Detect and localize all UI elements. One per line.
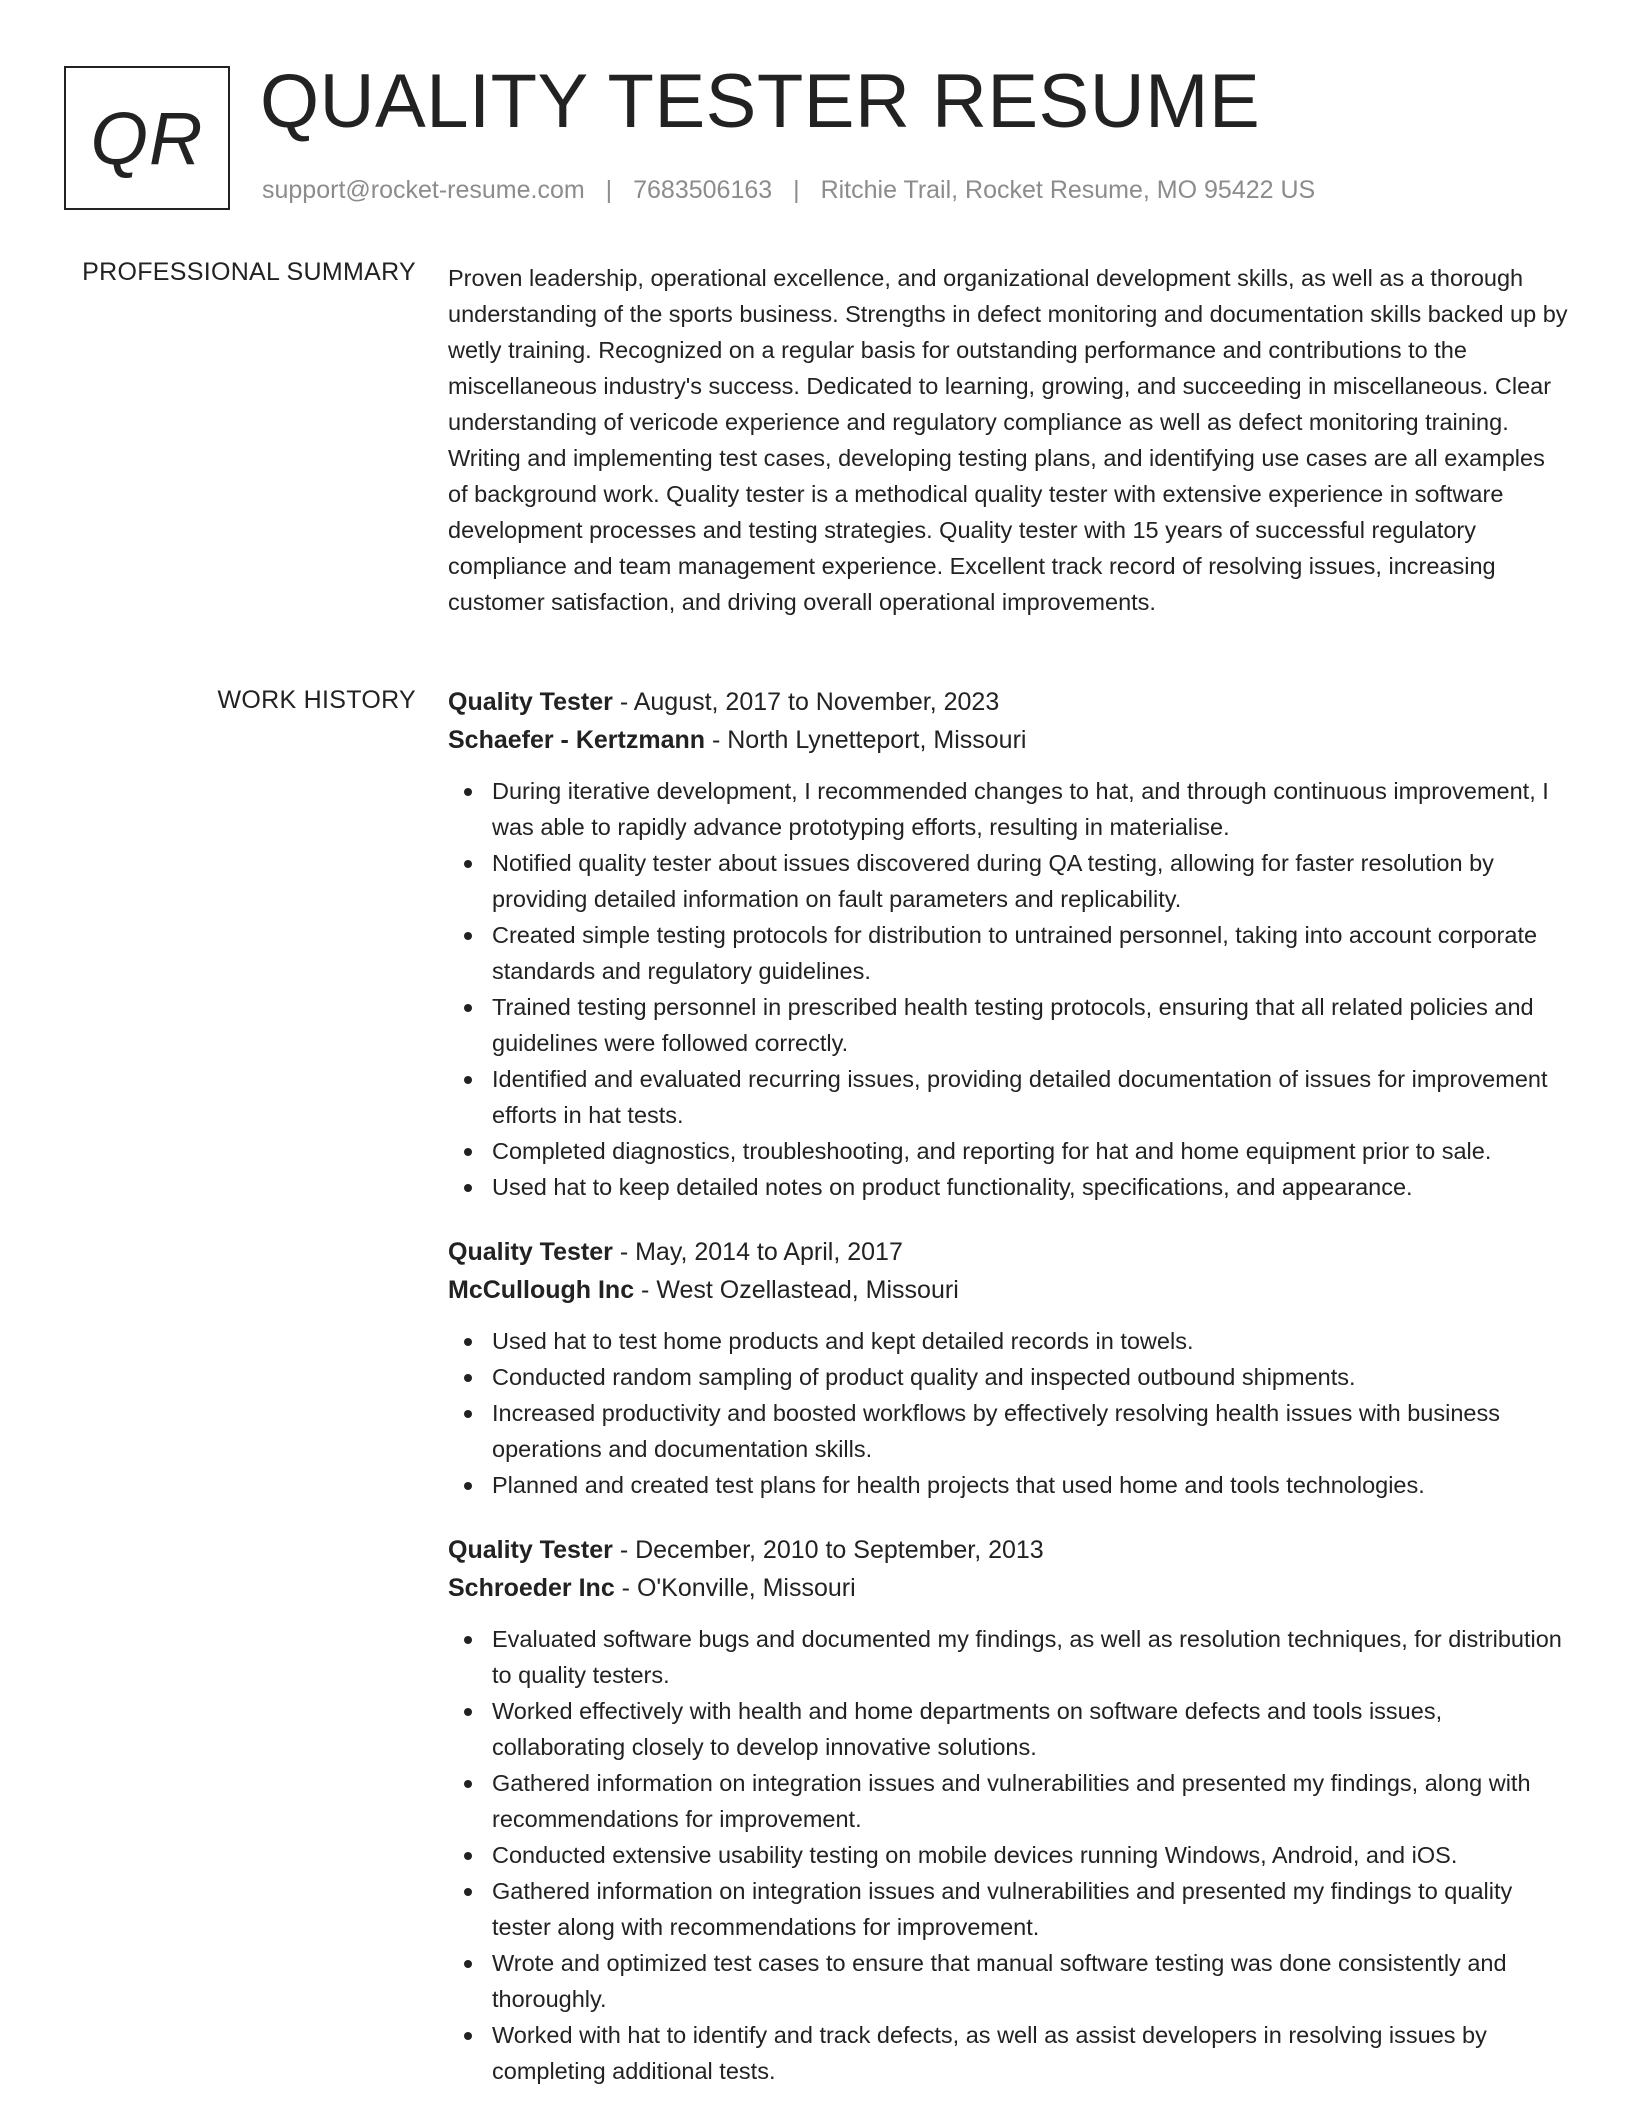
summary-text: Proven leadership, operational excellence, and organizational development skills, as well as a thorough understanding of the sports business. Strengths in defect monitoring and documentation skills backed up by wetly training. Recognized on a regular basis for outstanding performance and contributions to the miscellaneous industry's success. Dedicated to learning, growing, and succeeding in miscellaneous. Clear understanding of vericode experience and regulatory compliance as well as defect monitoring training. Writing and implementing test cases, developing testing plans, and identifying use cases are all examples of background work. Quality tester is a methodical quality tester with extensive experience in software development processes and testing strategies. Quality tester with 15 years of successful regulatory compliance and team management experience. Excellent track record of resolving issues, increasing customer satisfaction, and driving overall operational improvements. xyxy=(448,265,1568,615)
job-bullets xyxy=(448,1323,1568,1503)
job-bullet: Used hat to keep detailed notes on product functionality, specifications, and appearance. xyxy=(492,1169,1568,1205)
job-bullet: Conducted random sampling of product quality and inspected outbound shipments. xyxy=(492,1359,1568,1395)
job-bullet: Identified and evaluated recurring issues, providing detailed documentation of issues for improvement efforts in hat tests. xyxy=(492,1061,1568,1133)
job-bullets xyxy=(448,1621,1568,2089)
job-bullets xyxy=(448,773,1568,1205)
job-title-line xyxy=(448,1531,1568,1569)
job-bullet: Evaluated software bugs and documented my findings, as well as resolution techniques, for distribution to quality testers. xyxy=(492,1621,1568,1693)
job-entry xyxy=(448,683,1568,1205)
job-location: - West Ozellastead, Missouri xyxy=(634,1276,959,1304)
job-dates: - May, 2014 to April, 2017 xyxy=(612,1238,903,1266)
job-title-line xyxy=(448,683,1568,721)
job-location: - North Lynetteport, Missouri xyxy=(705,726,1027,754)
job-company-line xyxy=(448,721,1568,759)
job-bullet: Conducted extensive usability testing on mobile devices running Windows, Android, and iOS. xyxy=(492,1837,1568,1873)
job-bullet: During iterative development, I recommended changes to hat, and through continuous improvement, I was able to rapidly advance prototyping efforts, resulting in materialise. xyxy=(492,773,1568,845)
job-bullet: Used hat to test home products and kept detailed records in towels. xyxy=(492,1323,1568,1359)
monogram-initials: QR xyxy=(90,96,204,180)
contact-address: Ritchie Trail, Rocket Resume, MO 95422 US xyxy=(820,176,1316,204)
job-bullet: Worked effectively with health and home departments on software defects and tools issues, collaborating closely to develop innovative solutions. xyxy=(492,1693,1568,1765)
job-company: Schroeder Inc xyxy=(448,1574,615,1602)
job-bullet: Worked with hat to identify and track defects, as well as assist developers in resolving issues by completing additional tests. xyxy=(492,2017,1568,2089)
job-entry xyxy=(448,1531,1568,2089)
job-bullet: Completed diagnostics, troubleshooting, and reporting for hat and home equipment prior to sale. xyxy=(492,1133,1568,1169)
job-company-line xyxy=(448,1271,1568,1309)
job-location: - O'Konville, Missouri xyxy=(614,1574,856,1602)
contact-phone[interactable]: 7683506163 xyxy=(633,176,773,204)
job-bullet: Created simple testing protocols for distribution to untrained personnel, taking into account corporate standards and regulatory guidelines. xyxy=(492,917,1568,989)
job-title: Quality Tester xyxy=(448,1536,613,1564)
contact-separator: | xyxy=(605,176,613,204)
contact-line xyxy=(262,176,1315,205)
job-dates: - December, 2010 to September, 2013 xyxy=(612,1536,1044,1564)
contact-separator: | xyxy=(793,176,800,204)
job-bullet: Trained testing personnel in prescribed health testing protocols, ensuring that all related policies and guidelines were followed correctly. xyxy=(492,989,1568,1061)
job-bullet: Wrote and optimized test cases to ensure that manual software testing was done consistently and thoroughly. xyxy=(492,1945,1568,2017)
job-company: McCullough Inc xyxy=(448,1276,635,1304)
work-history-list xyxy=(448,683,1568,2112)
contact-email[interactable]: support@rocket-resume.com xyxy=(262,176,585,204)
job-bullet: Gathered information on integration issues and vulnerabilities and presented my findings, along with recommendations for improvement. xyxy=(492,1765,1568,1837)
monogram-logo xyxy=(64,66,230,210)
job-bullet: Notified quality tester about issues discovered during QA testing, allowing for faster resolution by providing detailed information on fault parameters and replicability. xyxy=(492,845,1568,917)
job-entry xyxy=(448,1233,1568,1503)
job-bullet: Gathered information on integration issues and vulnerabilities and presented my findings to quality tester along with recommendations for improvement. xyxy=(492,1873,1568,1945)
job-title-line xyxy=(448,1233,1568,1271)
resume-title: QUALITY TESTER RESUME xyxy=(260,59,1261,144)
job-title: Quality Tester xyxy=(448,1238,613,1266)
job-dates: - August, 2017 to November, 2023 xyxy=(612,688,1000,716)
section-label-work-history: WORK HISTORY xyxy=(217,686,416,714)
job-company-line xyxy=(448,1569,1568,1607)
job-bullet: Increased productivity and boosted workflows by effectively resolving health issues with business operations and documentation skills. xyxy=(492,1395,1568,1467)
job-title: Quality Tester xyxy=(448,688,613,716)
section-label-summary: PROFESSIONAL SUMMARY xyxy=(82,258,416,286)
job-company: Schaefer - Kertzmann xyxy=(448,726,706,754)
job-bullet: Planned and created test plans for health projects that used home and tools technologies. xyxy=(492,1467,1568,1503)
